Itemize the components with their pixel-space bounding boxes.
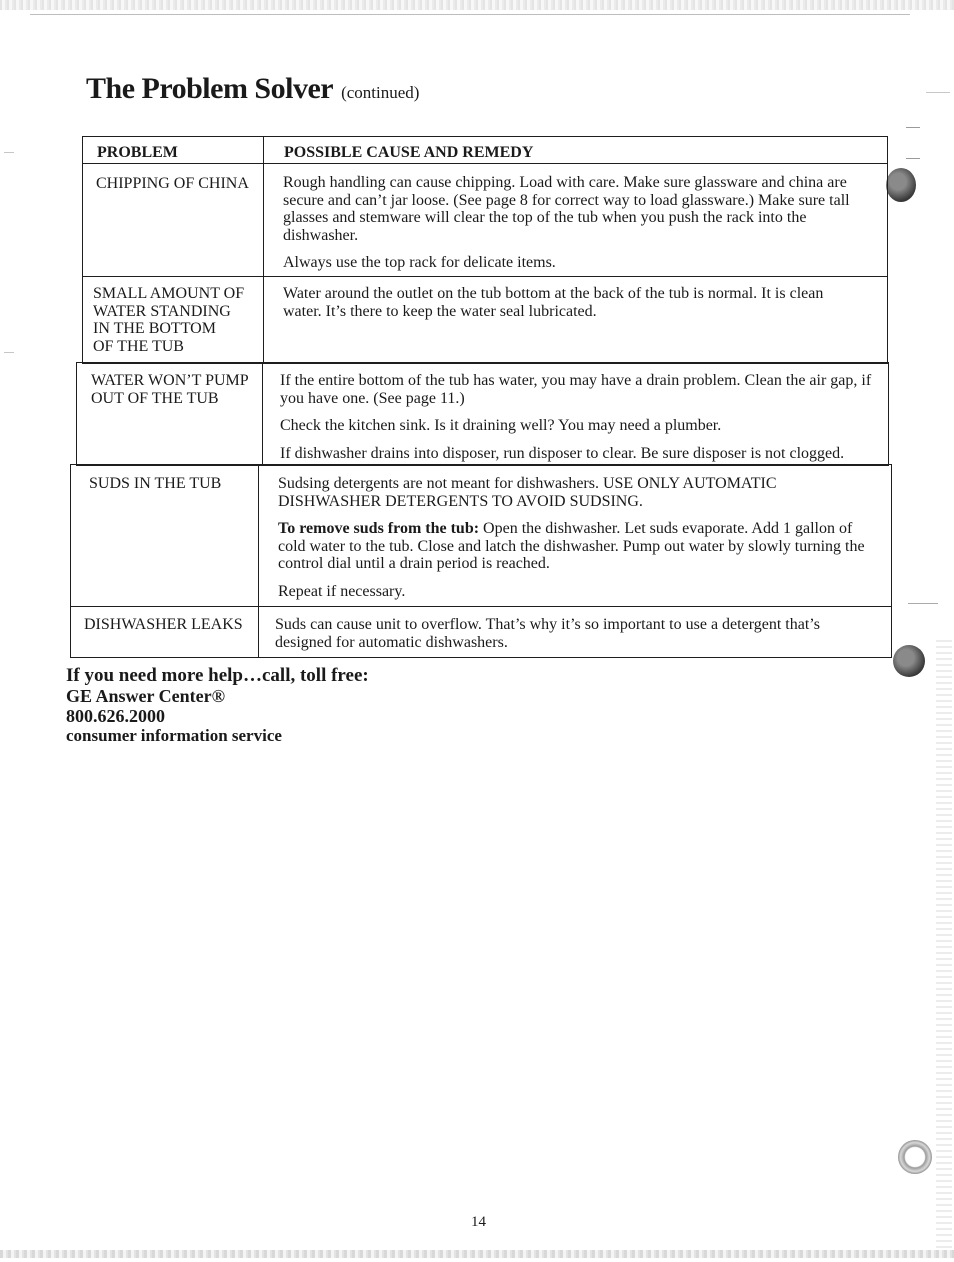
problem-line: IN THE BOTTOM [93,320,216,337]
remedy-paragraph: Always use the top rack for delicate items. [283,254,556,271]
table-row-problem [91,372,261,407]
table-column-divider [263,137,264,363]
problem-line: SUDS IN THE TUB [89,475,222,492]
scan-edge-right [936,640,952,1250]
table-row-problem [84,616,256,634]
help-line-service: consumer information service [66,726,282,745]
help-phone-number: 800.626.2000 [66,706,165,726]
problem-table-top [82,136,888,364]
remedy-paragraph: Repeat if necessary. [278,582,406,600]
help-line-toll-free: If you need more help…call, toll free: [66,665,369,686]
remedy-paragraph: Check the kitchen sink. Is it draining well? You may need a plumber. [280,417,722,434]
header-problem: PROBLEM [97,144,178,161]
remedy-lead: To remove suds from the tub: [278,520,480,537]
remedy-text: Open the dishwasher. Let suds evaporate. Add 1 gallon of cold water to the tub. Close and latch the dishwasher. Pump out water by slowly turning the control dial until a drain period is reached. [278,520,865,572]
binder-ring-icon [898,1140,932,1174]
remedy-paragraph: If the entire bottom of the tub has water, you may have a drain problem. Clean the air gap, if you have one. (See page 11.) [280,372,872,407]
remedy-paragraph: Suds can cause unit to overflow. That’s why it’s so important to use a detergent that’s designed for automatic dishwashers. [275,616,820,651]
margin-tick [908,603,938,604]
help-line-answer-center: GE Answer Center® [66,686,226,706]
table-row-remedy [283,285,863,330]
margin-tick [906,127,920,128]
page-number: 14 [471,1214,486,1230]
table-row-problem [96,175,261,193]
problem-table-middle [76,362,889,466]
table-row-remedy [278,475,868,610]
title-continued: (continued) [341,83,420,102]
table-column-divider [258,465,259,657]
title-main: The Problem Solver [86,72,334,105]
table-row-problem [93,285,261,355]
problem-table-bottom [70,464,892,658]
scan-edge-top [0,0,954,10]
problem-line: CHIPPING OF CHINA [96,175,249,192]
table-row-remedy [275,616,865,661]
table-row-remedy [280,372,880,472]
problem-line: OUT OF THE TUB [91,389,219,407]
problem-line: WATER STANDING [93,302,231,320]
help-contact-block [66,666,369,746]
binder-hole-icon [893,645,925,677]
margin-tick [4,352,14,353]
remedy-paragraph: If dishwasher drains into disposer, run disposer to clear. Be sure disposer is not clogged. [280,444,845,462]
header-remedy: POSSIBLE CAUSE AND REMEDY [284,144,534,161]
remedy-paragraph: Sudsing detergents are not meant for dishwashers. USE ONLY AUTOMATIC DISHWASHER DETERGENTS TO AVOID SUDSING. [278,475,777,510]
table-row-remedy [283,174,865,282]
problem-line: OF THE TUB [93,337,184,355]
table-row-problem [89,475,257,493]
scan-line-top [30,14,910,15]
table-row-divider [83,163,887,164]
remedy-paragraph [278,520,868,573]
margin-tick [906,158,920,159]
problem-line: DISHWASHER LEAKS [84,616,243,633]
scan-edge-bottom [0,1250,954,1258]
margin-tick [4,152,14,153]
problem-line: WATER WON’T PUMP [91,372,249,389]
page-title [86,72,419,106]
remedy-paragraph: Water around the outlet on the tub bottom at the back of the tub is normal. It is clean water. It’s there to keep the water seal lubricated. [283,285,824,320]
remedy-paragraph: Rough handling can cause chipping. Load with care. Make sure glassware and china are secure and can’t jar loose. (See page 8 for correct way to load glassware.) Make sure tall glasses and stemware will clear the top of the tub when you push the rack into the dishwasher. [283,174,850,244]
binder-hole-icon [886,168,916,202]
table-column-divider [262,363,263,465]
margin-tick [926,92,950,93]
problem-line: SMALL AMOUNT OF [93,285,245,302]
